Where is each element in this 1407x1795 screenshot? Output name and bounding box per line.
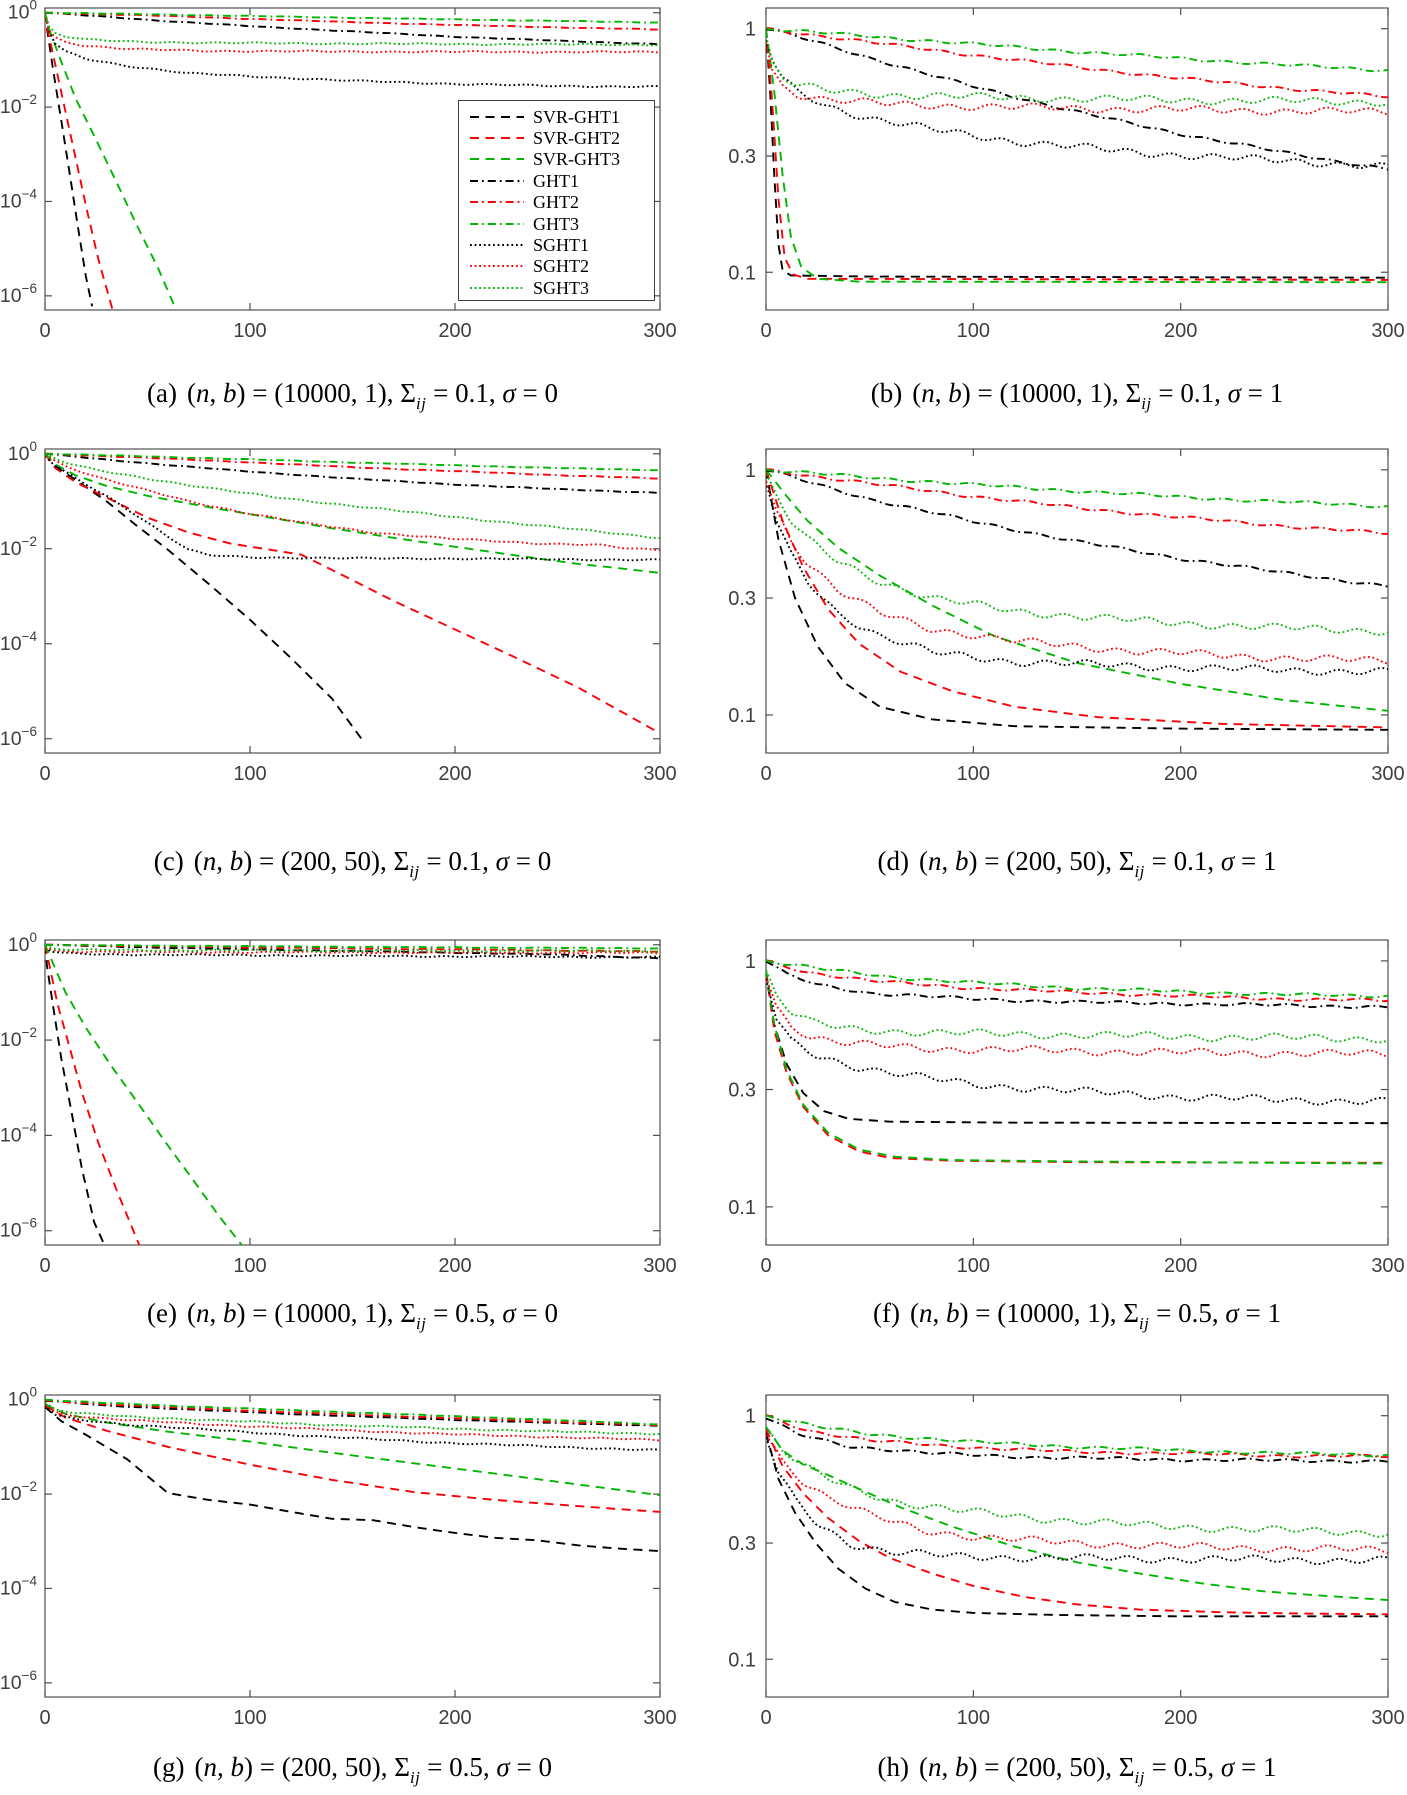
plot-area — [0, 930, 677, 1277]
series-SVR-GHT2 — [45, 454, 660, 734]
caption-part: , — [216, 846, 230, 876]
caption-part: Σ — [393, 846, 410, 876]
caption-part: (g) — [153, 1752, 185, 1782]
caption-part: b — [955, 1752, 969, 1782]
caption-part: , — [1207, 846, 1221, 876]
caption-g — [0, 1752, 753, 1787]
x-tick-label: 300 — [643, 763, 677, 785]
caption-part: 0 — [544, 378, 558, 408]
caption-part: σ — [1227, 378, 1241, 408]
plot-canvas-e — [0, 929, 677, 1291]
x-tick-label: 300 — [1371, 1255, 1405, 1277]
series-GHT1 — [766, 1418, 1388, 1462]
legend-row-SVR-GHT3 — [459, 149, 654, 170]
caption-part: = — [1144, 846, 1174, 876]
legend-row-SGHT1 — [459, 234, 654, 255]
caption-part: = — [1238, 1298, 1268, 1328]
caption-part: , — [932, 1298, 947, 1328]
x-tick-label: 300 — [643, 1255, 677, 1277]
series-SVR-GHT1 — [45, 945, 104, 1245]
caption-part: = — [1144, 1752, 1174, 1782]
caption-part: 0.5 — [449, 1752, 483, 1782]
caption-part: σ — [502, 1298, 516, 1328]
legend-label: SGHT3 — [533, 277, 590, 298]
caption-part: n — [196, 378, 210, 408]
caption-part: ( — [193, 846, 203, 876]
x-tick-label: 100 — [233, 1255, 267, 1277]
y-tick-label: 0.1 — [728, 1649, 756, 1672]
caption-d — [677, 846, 1407, 881]
caption-part: n — [203, 1752, 218, 1782]
x-tick-label: 0 — [760, 1255, 772, 1277]
caption-part: n — [928, 846, 942, 876]
caption-part: Σ — [1125, 378, 1142, 408]
x-tick-label: 100 — [233, 1707, 267, 1729]
y-tick-label: $10^{-6}$ — [0, 723, 37, 750]
series-GHT3 — [766, 1415, 1388, 1456]
series-SVR-GHT1 — [45, 454, 365, 744]
x-tick-label: 300 — [643, 1707, 677, 1729]
caption-part: 0 — [537, 846, 552, 876]
legend-row-GHT2 — [459, 192, 654, 213]
series-GHT2 — [766, 960, 1388, 1001]
y-tick-label: 0.1 — [728, 705, 756, 727]
caption-part: ( — [919, 846, 929, 876]
caption-subscript-ij: ij — [1141, 394, 1152, 413]
axis-box — [45, 1395, 660, 1697]
caption-part: , — [1214, 378, 1228, 408]
plot-c — [0, 438, 677, 799]
y-tick-label: 1 — [744, 459, 756, 482]
caption-part: = — [508, 846, 538, 876]
caption-part: σ — [496, 1752, 510, 1782]
caption-part: = — [426, 378, 456, 408]
caption-part: = — [515, 1298, 545, 1328]
axis-box — [45, 940, 660, 1245]
y-tick-label: 0.3 — [728, 1079, 756, 1102]
caption-h — [677, 1752, 1407, 1787]
caption-part: 0.1 — [1180, 378, 1215, 408]
caption-part: ) = — [236, 378, 275, 408]
caption-part: n — [928, 1752, 942, 1782]
y-tick-label: $10^{-6}$ — [0, 280, 37, 307]
plot-canvas-c — [0, 438, 677, 799]
y-tick-label: 0.3 — [728, 1533, 756, 1556]
legend-row-SGHT3 — [459, 277, 654, 298]
x-tick-label: 300 — [1371, 1707, 1405, 1729]
plot-d — [688, 439, 1405, 799]
plot-e — [0, 929, 677, 1291]
caption-part: 1 — [1262, 846, 1277, 876]
caption-part: (200, 50) — [281, 1752, 381, 1782]
series-GHT2 — [766, 28, 1388, 97]
caption-part: , — [209, 378, 224, 408]
caption-part: Σ — [1123, 1298, 1139, 1328]
caption-subscript-ij: ij — [415, 1314, 427, 1333]
legend-label: GHT1 — [533, 170, 579, 191]
y-tick-label: $10^{-6}$ — [0, 1667, 37, 1694]
caption-part: , — [380, 1752, 395, 1782]
plot-area — [728, 449, 1405, 785]
caption-subscript-ij: ij — [1134, 1768, 1145, 1787]
caption-part: , — [1211, 1298, 1226, 1328]
x-tick-label: 200 — [438, 1707, 472, 1729]
y-tick-label: 0.1 — [728, 1196, 756, 1219]
legend-row-SVR-GHT1 — [459, 106, 654, 127]
caption-part: (10000, 1) — [999, 378, 1112, 408]
y-tick-label: 0.1 — [728, 262, 756, 285]
series-SVR-GHT3 — [766, 970, 1388, 1164]
series-GHT3 — [766, 28, 1388, 71]
caption-part: (b) — [870, 378, 903, 408]
legend-sample-dashed-red — [468, 134, 526, 142]
caption-part: b — [946, 1298, 960, 1328]
caption-part: 0.1 — [1173, 846, 1208, 876]
series-SGHT3 — [766, 474, 1388, 635]
y-tick-label: 1 — [744, 1405, 756, 1428]
series-SVR-GHT2 — [45, 13, 113, 310]
caption-part: n — [921, 378, 935, 408]
caption-part: ( — [187, 1298, 197, 1328]
legend-row-SGHT2 — [459, 256, 654, 277]
plot-f — [688, 930, 1405, 1291]
y-tick-label: $10^{-4}$ — [0, 1573, 37, 1600]
plot-b — [688, 0, 1405, 356]
caption-part: σ — [495, 846, 509, 876]
plot-h — [688, 1385, 1405, 1743]
y-tick-label: $10^{-2}$ — [0, 1479, 37, 1506]
series-SGHT1 — [45, 13, 660, 87]
caption-part: 0.1 — [448, 846, 483, 876]
caption-part: Σ — [1118, 1752, 1135, 1782]
caption-part: b — [223, 1298, 237, 1328]
caption-part: (200, 50) — [1006, 1752, 1106, 1782]
legend-sample-dashed-black — [468, 113, 526, 121]
plot-area — [728, 8, 1405, 342]
caption-part: (d) — [877, 846, 910, 876]
caption-a — [0, 378, 753, 413]
series-SGHT2 — [766, 977, 1388, 1058]
caption-part: (c) — [153, 846, 184, 876]
series-GHT2 — [766, 1415, 1388, 1457]
series-group — [45, 1400, 660, 1551]
caption-part: = — [419, 846, 449, 876]
y-tick-label: $10^{-4}$ — [0, 1120, 37, 1147]
legend-sample-dashdot-green — [468, 220, 526, 228]
series-GHT3 — [45, 13, 660, 23]
caption-part: 1 — [1262, 1752, 1277, 1782]
y-tick-label: 0.3 — [728, 588, 756, 611]
series-SVR-GHT3 — [45, 945, 242, 1245]
x-tick-label: 200 — [438, 1255, 472, 1277]
caption-part: 0.5 — [1173, 1752, 1208, 1782]
caption-part: ( — [187, 378, 197, 408]
caption-part: Σ — [400, 1298, 416, 1328]
legend-sample-dashdot-black — [468, 177, 526, 185]
series-GHT3 — [45, 1400, 660, 1425]
caption-part: b — [223, 378, 237, 408]
caption-subscript-ij: ij — [1138, 1314, 1150, 1333]
caption-part: ( — [919, 1752, 929, 1782]
y-tick-label: $10^0$ — [7, 438, 37, 465]
series-group — [766, 469, 1388, 730]
caption-part: (200, 50) — [1006, 846, 1106, 876]
x-tick-label: 200 — [438, 320, 472, 342]
caption-part: 1 — [1269, 378, 1284, 408]
caption-part: , — [488, 378, 503, 408]
caption-part: (10000, 1) — [997, 1298, 1110, 1328]
caption-part: = — [1149, 1298, 1179, 1328]
axis-box — [766, 449, 1388, 753]
series-group — [45, 454, 660, 744]
legend-label: SGHT1 — [533, 235, 590, 256]
y-tick-label: $10^0$ — [7, 929, 37, 956]
y-tick-label: 1 — [744, 18, 756, 41]
caption-part: , — [209, 1298, 224, 1328]
caption-part: (10000, 1) — [274, 1298, 387, 1328]
caption-part: = — [509, 1752, 539, 1782]
legend-label: SVR-GHT3 — [533, 149, 621, 170]
caption-part: , — [386, 1298, 401, 1328]
legend-sample-dotted-black — [468, 241, 526, 249]
y-tick-label: $10^{-2}$ — [0, 533, 37, 560]
series-GHT2 — [45, 454, 660, 479]
caption-part: (a) — [147, 378, 178, 408]
series-group — [45, 945, 660, 1245]
caption-part: , — [934, 378, 949, 408]
x-tick-label: 200 — [1163, 763, 1198, 785]
y-tick-label: 1 — [744, 950, 756, 973]
caption-part: 0.5 — [455, 1298, 489, 1328]
caption-part: σ — [1220, 1752, 1235, 1782]
legend-label: SVR-GHT1 — [533, 106, 621, 127]
caption-part: , — [1111, 378, 1126, 408]
caption-part: b — [229, 846, 244, 876]
x-tick-label: 200 — [1163, 320, 1198, 342]
legend-label: SVR-GHT2 — [533, 128, 621, 149]
caption-part: , — [941, 846, 956, 876]
caption-part: ) = — [968, 1752, 1007, 1782]
y-tick-label: $10^{-2}$ — [0, 1025, 37, 1052]
caption-part: n — [202, 846, 217, 876]
x-tick-label: 0 — [39, 320, 51, 342]
caption-c — [0, 846, 753, 881]
legend-row-GHT1 — [459, 170, 654, 191]
caption-part: (h) — [877, 1752, 910, 1782]
caption-part: , — [488, 1298, 503, 1328]
y-tick-label: $10^{-2}$ — [0, 92, 37, 119]
caption-part: (e) — [147, 1298, 178, 1328]
series-SGHT3 — [766, 1428, 1388, 1537]
caption-e — [0, 1298, 753, 1333]
caption-part: = — [1240, 378, 1270, 408]
x-tick-label: 200 — [1163, 1707, 1198, 1729]
axis-box — [766, 8, 1388, 310]
caption-part: = — [1234, 1752, 1263, 1782]
x-tick-label: 300 — [643, 320, 677, 342]
series-SVR-GHT3 — [766, 470, 1388, 711]
axis-box — [45, 449, 660, 753]
series-GHT2 — [766, 469, 1388, 534]
x-tick-label: 0 — [760, 1707, 772, 1729]
caption-subscript-ij: ij — [415, 394, 427, 413]
series-SVR-GHT2 — [766, 470, 1388, 728]
x-tick-label: 0 — [760, 763, 772, 785]
caption-part: (10000, 1) — [274, 378, 387, 408]
plot-canvas-g — [0, 1384, 677, 1743]
caption-part: Σ — [1118, 846, 1135, 876]
x-tick-label: 300 — [1371, 763, 1405, 785]
caption-subscript-ij: ij — [409, 1768, 421, 1787]
caption-part: ) = — [959, 1298, 998, 1328]
series-SVR-GHT2 — [45, 945, 139, 1245]
x-tick-label: 100 — [956, 763, 991, 785]
series-SVR-GHT3 — [45, 13, 176, 310]
x-tick-label: 0 — [39, 1255, 51, 1277]
plot-area — [728, 1395, 1405, 1729]
x-tick-label: 100 — [956, 320, 991, 342]
series-SGHT3 — [766, 971, 1388, 1043]
y-tick-label: $10^{-4}$ — [0, 628, 37, 655]
legend-sample-dotted-red — [468, 262, 526, 270]
y-tick-label: $10^{-4}$ — [0, 186, 37, 213]
y-tick-label: $10^0$ — [7, 1384, 37, 1411]
legend-row-GHT3 — [459, 213, 654, 234]
x-tick-label: 100 — [233, 763, 267, 785]
series-SVR-GHT1 — [45, 1407, 660, 1551]
caption-part: ( — [912, 378, 922, 408]
plot-area — [0, 439, 677, 785]
caption-part: , — [482, 1752, 497, 1782]
caption-part: = — [426, 1298, 456, 1328]
series-SGHT2 — [766, 42, 1388, 115]
caption-part: = — [420, 1752, 450, 1782]
caption-part: (200, 50) — [280, 846, 380, 876]
x-tick-label: 300 — [1371, 320, 1405, 342]
legend — [458, 100, 655, 301]
series-SGHT1 — [766, 1437, 1388, 1564]
series-SVR-GHT1 — [766, 972, 1388, 1123]
caption-part: = — [515, 378, 545, 408]
caption-part: 0 — [544, 1298, 558, 1328]
caption-part: b — [948, 378, 962, 408]
legend-label: GHT3 — [533, 213, 579, 234]
caption-part: , — [941, 1752, 956, 1782]
x-tick-label: 100 — [233, 320, 267, 342]
axis-box — [766, 940, 1388, 1245]
series-group — [766, 28, 1388, 282]
x-tick-label: 100 — [956, 1255, 991, 1277]
legend-sample-dashed-green — [468, 155, 526, 163]
caption-part: ) = — [968, 846, 1007, 876]
axis-box — [766, 1395, 1388, 1697]
x-tick-label: 0 — [39, 763, 51, 785]
caption-part: , — [1105, 846, 1119, 876]
legend-label: GHT2 — [533, 192, 579, 213]
x-tick-label: 200 — [438, 763, 472, 785]
caption-part: 0.5 — [1178, 1298, 1212, 1328]
x-tick-label: 200 — [1163, 1255, 1198, 1277]
caption-subscript-ij: ij — [1134, 862, 1145, 881]
y-tick-label: $10^{-6}$ — [0, 1215, 37, 1242]
caption-part: ) = — [236, 1298, 275, 1328]
plot-canvas-d — [688, 439, 1405, 799]
series-GHT3 — [766, 470, 1388, 508]
caption-subscript-ij: ij — [409, 862, 420, 881]
caption-f — [677, 1298, 1407, 1333]
caption-part: ( — [910, 1298, 920, 1328]
legend-label: SGHT2 — [533, 256, 590, 277]
plot-canvas-f — [688, 930, 1405, 1291]
series-SVR-GHT1 — [766, 470, 1388, 730]
caption-part: Σ — [400, 378, 416, 408]
plot-canvas-b — [688, 0, 1405, 356]
caption-part: n — [196, 1298, 210, 1328]
x-tick-label: 0 — [39, 1707, 51, 1729]
series-group — [766, 1415, 1388, 1616]
caption-part: σ — [1220, 846, 1235, 876]
legend-row-SVR-GHT2 — [459, 127, 654, 148]
caption-part: ) = — [961, 378, 1000, 408]
caption-part: = — [1234, 846, 1263, 876]
plot-g — [0, 1384, 677, 1743]
caption-part: 1 — [1267, 1298, 1281, 1328]
series-SGHT1 — [766, 481, 1388, 674]
y-tick-label: $10^0$ — [7, 0, 37, 24]
caption-part: b — [230, 1752, 245, 1782]
caption-b — [677, 378, 1407, 413]
caption-part: , — [379, 846, 394, 876]
x-tick-label: 0 — [760, 320, 772, 342]
caption-part: , — [482, 846, 496, 876]
caption-part: σ — [1225, 1298, 1239, 1328]
plot-canvas-h — [688, 1385, 1405, 1743]
caption-part: , — [217, 1752, 231, 1782]
caption-part: ) = — [244, 1752, 282, 1782]
caption-part: , — [1109, 1298, 1124, 1328]
caption-part: = — [1151, 378, 1181, 408]
caption-part: σ — [502, 378, 516, 408]
caption-part: b — [955, 846, 969, 876]
caption-part: , — [1207, 1752, 1221, 1782]
caption-part: , — [1105, 1752, 1119, 1782]
x-tick-label: 100 — [956, 1707, 991, 1729]
caption-part: ( — [194, 1752, 204, 1782]
legend-sample-dotted-green — [468, 284, 526, 292]
caption-part: Σ — [394, 1752, 410, 1782]
legend-sample-dashdot-red — [468, 198, 526, 206]
series-SVR-GHT1 — [45, 13, 92, 307]
series-SVR-GHT3 — [45, 1404, 660, 1495]
caption-part: ) = — [243, 846, 281, 876]
plot-area — [0, 1385, 677, 1729]
series-SGHT2 — [45, 456, 660, 550]
caption-part: , — [386, 378, 401, 408]
caption-part: n — [919, 1298, 933, 1328]
series-SGHT3 — [766, 36, 1388, 106]
caption-part: 0 — [538, 1752, 552, 1782]
series-group — [766, 960, 1388, 1163]
y-tick-label: 0.3 — [728, 146, 756, 169]
plot-area — [728, 940, 1405, 1277]
caption-part: (f) — [873, 1298, 901, 1328]
caption-part: 0.1 — [455, 378, 489, 408]
series-SGHT1 — [766, 40, 1388, 168]
